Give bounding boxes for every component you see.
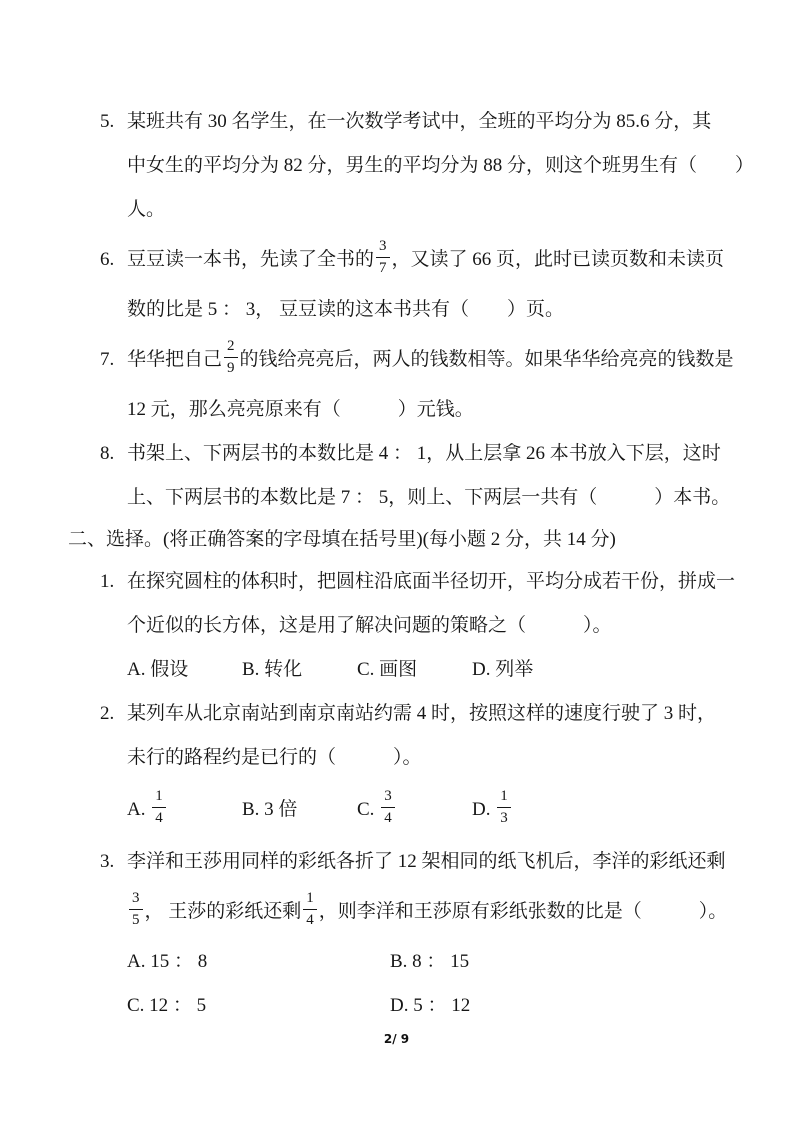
question-8-line-1 — [100, 432, 747, 476]
mc-question-1-line-2 — [127, 604, 747, 648]
fraction-numerator: 1 — [306, 890, 314, 907]
fraction-denominator: 4 — [303, 909, 317, 928]
mc-question-2-text-1: 某列车从北京南站到南京南站约需 4 时，按照这样的速度行驶了 3 时， — [127, 703, 717, 724]
mc-question-1-text-1: 在探究圆柱的体积时，把圆柱沿底面半径切开，平均分成若干份，拼成一 — [127, 571, 736, 592]
question-8-number: 8. — [100, 443, 115, 464]
question-5-line-1 — [100, 100, 747, 144]
fraction-1-3 — [497, 789, 511, 826]
mc-question-2-text-2: 未行的路程约是已行的（ ）。 — [127, 747, 422, 768]
mc2-option-d — [472, 788, 513, 827]
question-5-line-3 — [127, 188, 747, 232]
mc-question-3-text-2b: ，则李洋和王莎原有彩纸张数的比是（ ）。 — [318, 901, 728, 922]
mc-question-3-number: 3. — [100, 851, 115, 872]
mc2-option-b: B. 3 倍 — [242, 799, 298, 820]
question-5-line-2 — [127, 144, 755, 188]
mc-question-2-options — [127, 780, 747, 840]
mc3-option-d: D. 5 ： 12 — [390, 995, 471, 1016]
mc-question-3-line-1 — [100, 840, 747, 884]
fraction-1-4 — [303, 891, 317, 928]
fraction-denominator: 9 — [224, 357, 238, 376]
mc2-option-a-label: A. — [127, 799, 146, 820]
section-2-header — [68, 520, 747, 560]
fraction-numerator: 1 — [155, 788, 163, 805]
question-5-text-1: 某班共有 30 名学生，在一次数学考试中，全班的平均分为 85.6 分，其 — [127, 111, 712, 132]
question-7-text-1b: 的钱给亮亮后，两人的钱数相等。如果华华给亮亮的钱数是 — [239, 349, 734, 370]
fraction-numerator: 2 — [227, 338, 235, 355]
question-8-text-1: 书架上、下两层书的本数比是 4 ： 1，从上层拿 26 本书放入下层，这时 — [127, 443, 721, 464]
question-6-text-1b: ，又读了 66 页，此时已读页数和未读页 — [391, 249, 725, 270]
fraction-denominator: 5 — [129, 909, 143, 928]
fraction-denominator: 3 — [497, 807, 511, 826]
section-2-header-text: 二、选择。(将正确答案的字母填在括号里)(每小题 2 分，共 14 分) — [68, 529, 616, 550]
mc-question-2-line-2 — [127, 736, 747, 780]
mc2-option-a — [127, 780, 242, 840]
question-7-number: 7. — [100, 349, 115, 370]
fraction-3-7 — [376, 239, 390, 276]
question-6-text-1a: 豆豆读一本书，先读了全书的 — [127, 249, 375, 270]
exam-content — [68, 100, 755, 1028]
mc1-option-a: A. 假设 — [127, 659, 189, 680]
mc3-option-a: A. 15 ： 8 — [127, 951, 208, 972]
fraction-1-4 — [152, 789, 166, 826]
question-5-text-3: 人。 — [127, 199, 166, 220]
mc3-option-c: C. 12 ： 5 — [127, 995, 207, 1016]
fraction-3-5 — [129, 891, 143, 928]
fraction-numerator: 3 — [384, 788, 392, 805]
mc-question-2-line-1 — [100, 692, 747, 736]
fraction-denominator: 4 — [152, 807, 166, 826]
mc-question-1-number: 1. — [100, 571, 115, 592]
page-number: 2/ 9 — [383, 1032, 410, 1046]
mc3-option-b: B. 8 ： 15 — [390, 951, 470, 972]
fraction-2-9 — [224, 339, 238, 376]
question-5-number: 5. — [100, 111, 115, 132]
question-8-line-2 — [127, 476, 747, 520]
mc-question-3-text-1: 李洋和王莎用同样的彩纸各折了 12 架相同的纸飞机后，李洋的彩纸还剩 — [127, 851, 726, 872]
mc-question-3-options-row-2 — [127, 984, 747, 1028]
mc1-option-c: C. 画图 — [357, 659, 418, 680]
question-6-text-2: 数的比是 5 ： 3， 豆豆读的这本书共有（ ）页。 — [127, 299, 565, 320]
mc-question-3-line-2 — [127, 884, 747, 940]
question-6-line-2 — [127, 288, 747, 332]
question-6-line-1 — [100, 232, 747, 288]
question-7-line-1 — [100, 332, 747, 388]
fraction-numerator: 1 — [500, 788, 508, 805]
question-7-line-2 — [127, 388, 747, 432]
mc2-option-c-label: C. — [357, 799, 375, 820]
mc-question-3-text-2a: ， 王莎的彩纸还剩 — [144, 901, 302, 922]
mc2-option-d-label: D. — [472, 799, 491, 820]
question-6-number: 6. — [100, 249, 115, 270]
mc1-option-b: B. 转化 — [242, 659, 303, 680]
fraction-denominator: 4 — [381, 807, 395, 826]
fraction-numerator: 3 — [379, 238, 387, 255]
mc-question-1-line-1 — [100, 560, 747, 604]
mc-question-1-text-2: 个近似的长方体，这是用了解决问题的策略之（ ）。 — [127, 615, 612, 636]
question-7-text-2: 12 元，那么亮亮原来有（ ）元钱。 — [127, 399, 474, 420]
mc2-option-c — [357, 780, 472, 840]
fraction-3-4 — [381, 789, 395, 826]
mc-question-1-options — [127, 648, 747, 692]
mc-question-2-number: 2. — [100, 703, 115, 724]
question-8-text-2: 上、下两层书的本数比是 7 ： 5，则上、下两层一共有（ ）本书。 — [127, 487, 731, 508]
fraction-numerator: 3 — [132, 890, 140, 907]
fraction-denominator: 7 — [376, 257, 390, 276]
mc1-option-d: D. 列举 — [472, 659, 534, 680]
question-5-text-2: 中女生的平均分为 82 分，男生的平均分为 88 分，则这个班男生有（ ） — [127, 155, 755, 176]
mc-question-3-options-row-1 — [127, 940, 747, 984]
question-7-text-1a: 华华把自己 — [127, 349, 223, 370]
